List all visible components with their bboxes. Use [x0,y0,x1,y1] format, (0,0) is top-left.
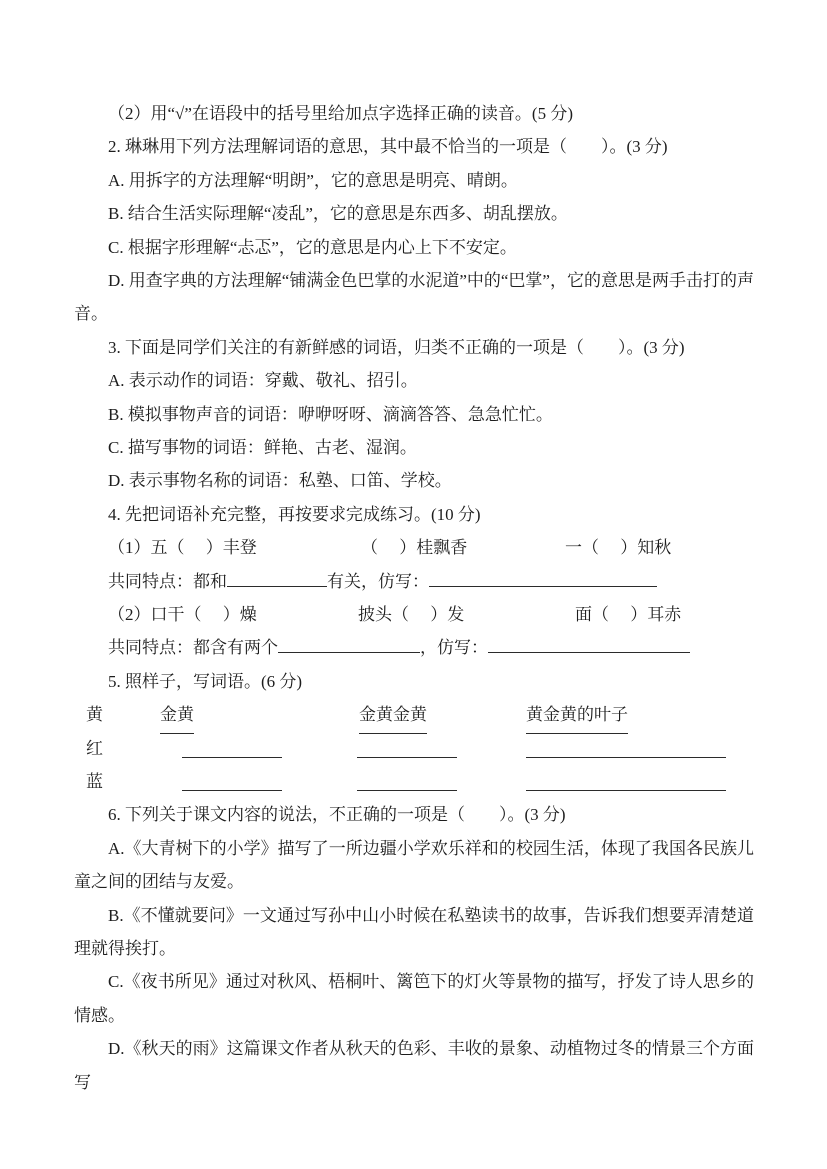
question-4-feature1 [74,565,754,598]
feature2-prefix: 共同特点：都含有两个 [108,638,278,658]
color-label: 蓝 [86,772,103,792]
fill-in-blank [182,790,282,791]
question-5-answer-row [74,732,754,765]
question-5-answer-row [74,765,754,798]
question-3-option-b: B. 模拟事物声音的词语：咿咿呀呀、滴滴答答、急急忙忙。 [108,404,553,424]
question-2-option-b: B. 结合生活实际理解“凌乱”，它的意思是东西多、胡乱摆放。 [108,204,568,224]
fill-in-blank [357,790,457,791]
question-6-option-d: D.《秋天的雨》这篇课文作者从秋天的色彩、丰收的景象、动植物过冬的情景三个方面写 [74,1039,754,1092]
question-2-option-a: A. 用拆字的方法理解“明朗”，它的意思是明亮、晴朗。 [108,170,518,190]
question-2-stem: 2. 琳琳用下列方法理解词语的意思，其中最不恰当的一项是（ ）。(3 分) [108,137,668,157]
question-6-option-a: A.《大青树下的小学》描写了一所边疆小学欢乐祥和的校园生活，体现了我国各民族儿童之间的团结与友爱。 [74,838,754,892]
question-3-option-d: D. 表示事物名称的词语：私塾、口笛、学校。 [108,471,452,491]
example-phrase: 黄金黄的叶子 [526,698,628,733]
exam-body [74,97,754,1099]
example-word: 金黄金黄 [359,698,427,733]
question-5-stem: 5. 照样子，写词语。(6 分) [108,671,303,691]
question-2-option-d: D. 用查字典的方法理解“铺满金色巴掌的水泥道”中的“巴掌”，它的意思是两手击打的声音。 [74,271,754,324]
fill-in-blank [488,633,690,653]
color-label: 黄 [86,705,103,725]
question-6-stem: 6. 下列关于课文内容的说法，不正确的一项是（ ）。(3 分) [108,805,566,825]
question-3-option-a: A. 表示动作的词语：穿戴、敬礼、招引。 [108,371,418,391]
fill-in-blank [357,757,457,758]
idiom-blank-group: （2）口干（ ）燥 [108,605,257,625]
fill-in-blank [526,790,726,791]
idiom-blank-group: 面（ ）耳赤 [575,605,682,625]
question-4-row2 [74,598,754,631]
question-3-stem: 3. 下面是同学们关注的有新鲜感的词语，归类不正确的一项是（ ）。(3 分) [108,337,685,357]
idiom-blank-group: （ ）桂飘香 [361,538,468,558]
idiom-blank-group: 一（ ）知秋 [565,538,672,558]
question-6-option-b: B.《不懂就要问》一文通过写孙中山小时候在私塾读书的故事，告诉我们想要弄清楚道理就得挨打。 [74,905,754,959]
color-label: 红 [86,738,103,758]
idiom-blank-group: （1）五（ ）丰登 [108,538,257,558]
feature1-mid: 有关，仿写： [327,571,429,591]
example-word: 金黄 [160,698,194,733]
fill-in-blank [182,757,282,758]
feature1-prefix: 共同特点：都和 [108,571,227,591]
question-4-row1 [74,531,754,564]
question-1-sub2: （2）用“√”在语段中的括号里给加点字选择正确的读音。(5 分) [108,104,573,123]
fill-in-blank [526,757,726,758]
question-4-stem: 4. 先把词语补充完整，再按要求完成练习。(10 分) [108,504,481,524]
feature2-mid: ，仿写： [420,638,488,658]
fill-in-blank [278,633,420,653]
question-2-option-c: C. 根据字形理解“忐忑”，它的意思是内心上下不安定。 [108,237,517,257]
fill-in-blank [227,567,327,587]
question-5-example-row [74,698,754,731]
question-3-option-c: C. 描写事物的词语：鲜艳、古老、湿润。 [108,438,417,458]
question-4-feature2 [74,631,754,664]
question-6-option-c: C.《夜书所见》通过对秋风、梧桐叶、篱笆下的灯火等景物的描写，抒发了诗人思乡的情感。 [74,972,754,1025]
idiom-blank-group: 披头（ ）发 [358,605,465,625]
fill-in-blank [429,567,657,587]
